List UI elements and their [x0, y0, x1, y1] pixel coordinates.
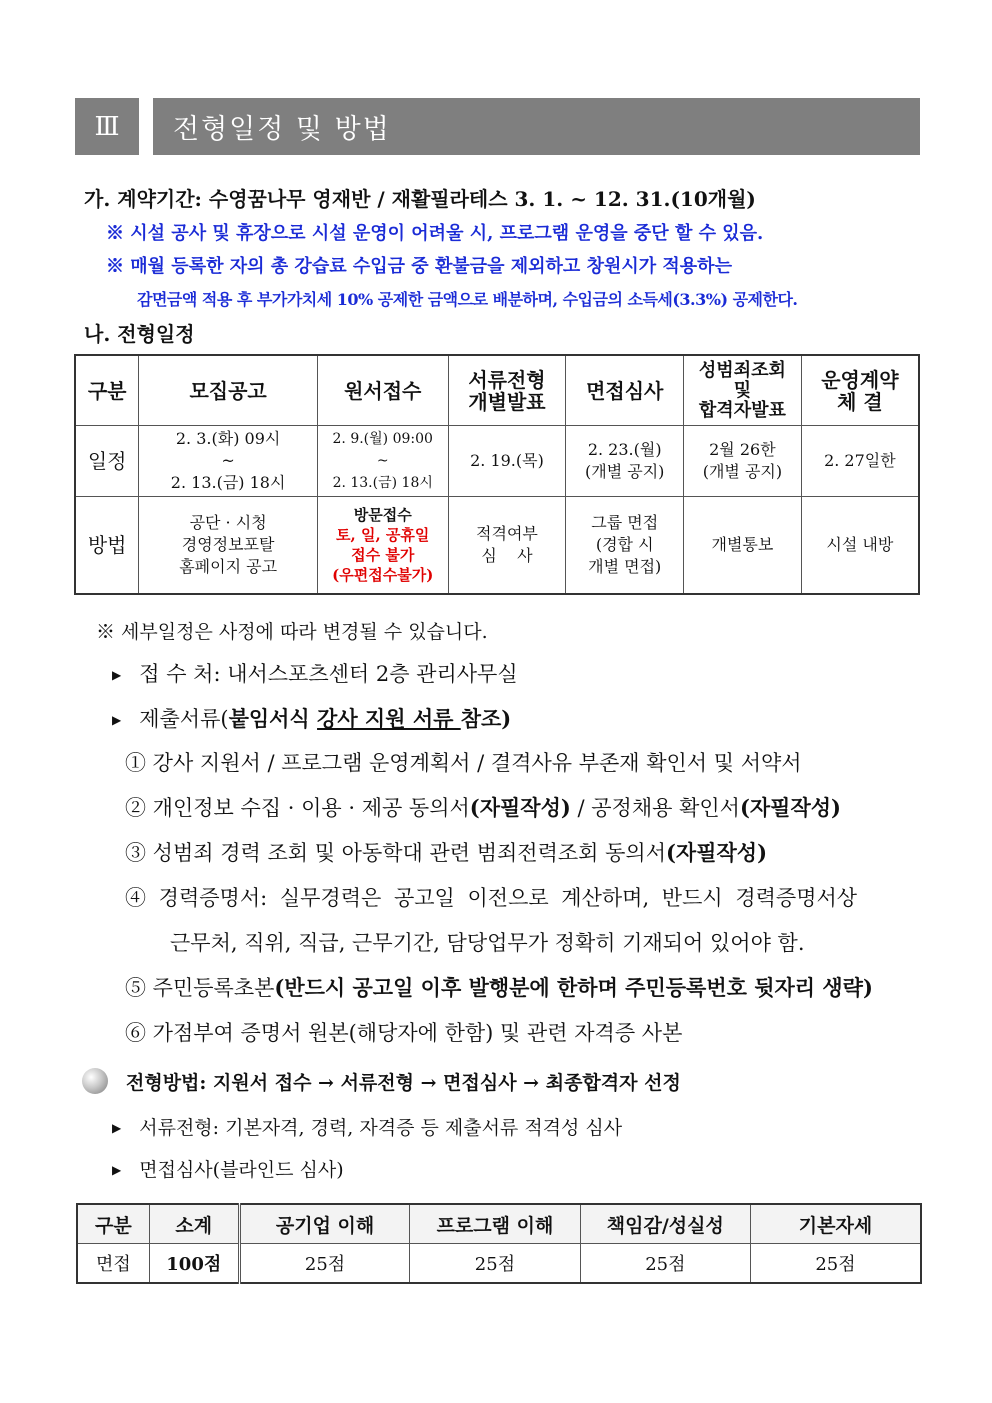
- doc-item-3: [125, 837, 767, 867]
- cell-line: 접수 불가: [351, 546, 415, 564]
- cell-line: 2. 13.(금) 18시: [332, 475, 433, 491]
- doc-item-5-text: ⑤ 주민등록초본: [125, 976, 275, 1000]
- triangle-bullet-icon: ▶: [112, 1163, 122, 1177]
- doc-item-5: [125, 972, 873, 1002]
- cell-doc-date: 2. 19.(목): [448, 426, 566, 497]
- cell-contract-method: 시설 내방: [801, 497, 919, 595]
- note-revenue-1: ※ 매월 등록한 자의 총 강습료 수입금 중 환불금을 제외하고 창원시가 적용하는: [106, 256, 732, 277]
- header-cell: 면접심사: [566, 355, 684, 426]
- doc-item-3-text: ③ 성범죄 경력 조회 및 아동학대 관련 범죄전력조회 동의서: [125, 841, 666, 865]
- row-label: 방법: [75, 497, 139, 595]
- cell-line: 2. 23.(월): [587, 440, 662, 459]
- triangle-bullet-icon: ▶: [112, 713, 122, 727]
- table-row: [75, 426, 919, 497]
- table-row: [75, 497, 919, 595]
- doc-item-1: ① 강사 지원서 / 프로그램 운영계획서 / 결격사유 부존재 확인서 및 서약서: [125, 751, 802, 775]
- documents-suffix: 참조): [460, 706, 512, 731]
- header-cell: 책임감/성실성: [580, 1204, 750, 1244]
- cell-line: 경영정보포탈: [181, 535, 275, 554]
- documents-prefix: 제출서류(: [139, 707, 229, 731]
- cell-line: 토, 일, 공휴일: [336, 526, 430, 544]
- cell-line: 2월 26한: [709, 440, 776, 459]
- cell-apply-date: [317, 426, 448, 497]
- doc-item-2: [125, 792, 841, 822]
- header-cell: 성범죄조회 및 합격자발표: [684, 355, 802, 426]
- doc-item-2-text: ② 개인정보 수집 · 이용 · 제공 동의서: [125, 796, 470, 820]
- header-cell: 소계: [149, 1204, 239, 1244]
- note-closure: ※ 시설 공사 및 휴장으로 시설 운영이 어려울 시, 프로그램 운영을 중단 할 수 있음.: [106, 223, 764, 244]
- doc-item-2-bold2: (자필작성): [739, 795, 841, 820]
- documents-underline: 강사 지원 서류: [317, 706, 461, 731]
- cell-line: 2. 13.(금) 18시: [170, 473, 286, 492]
- cell-line: ~: [221, 451, 235, 470]
- cell-line: 심 사: [481, 546, 533, 565]
- score-cell: 25점: [751, 1244, 921, 1284]
- cell-line: (경합 시: [595, 535, 654, 554]
- sphere-bullet-icon: [82, 1068, 108, 1094]
- score-cell: 25점: [580, 1244, 750, 1284]
- score-cell: 면접: [77, 1244, 149, 1284]
- row-label: 일정: [75, 426, 139, 497]
- header-cell: 운영계약 체 결: [801, 355, 919, 426]
- cell-line: 2. 3.(화) 09시: [175, 429, 281, 448]
- schedule-table: [74, 354, 920, 595]
- doc-item-2-text2: / 공정채용 확인서: [570, 796, 740, 820]
- interview-line: [112, 1155, 344, 1182]
- reception-text: 접 수 처: 내서스포츠센터 2층 관리사무실: [139, 662, 518, 686]
- table-header-row: [77, 1204, 921, 1244]
- cell-recruit-method: [139, 497, 318, 595]
- table-header-row: [75, 355, 919, 426]
- triangle-bullet-icon: ▶: [112, 668, 122, 682]
- selection-method: 전형방법: 지원서 접수 → 서류전형 → 면접심사 → 최종합격자 선정: [126, 1072, 681, 1094]
- interview-text: 면접심사(블라인드 심사): [139, 1159, 344, 1181]
- header-cell: 기본자세: [751, 1204, 921, 1244]
- schedule-heading: 나. 전형일정: [84, 322, 195, 346]
- triangle-bullet-icon: ▶: [112, 1121, 122, 1135]
- score-cell: 25점: [239, 1244, 409, 1284]
- doc-item-6: ⑥ 가점부여 증명서 원본(해당자에 한함) 및 관련 자격증 사본: [125, 1021, 683, 1045]
- documents-bold: 붙임서식: [228, 706, 318, 731]
- cell-contract-date: 2. 27일한: [801, 426, 919, 497]
- doc-item-4: ④ 경력증명서: 실무경력은 공고일 이전으로 계산하며, 반드시 경력증명서상: [125, 886, 858, 910]
- doc-item-2-bold: (자필작성): [469, 795, 571, 820]
- cell-line: 적격여부: [476, 524, 538, 543]
- cell-line: 홈페이지 공고: [179, 557, 278, 576]
- schedule-change-note: ※ 세부일정은 사정에 따라 변경될 수 있습니다.: [96, 621, 488, 643]
- header-cell: 서류전형 개별발표: [448, 355, 566, 426]
- cell-line: 방문접수: [353, 506, 412, 524]
- cell-line: (우편접수불가): [332, 566, 434, 584]
- cell-line: (개별 공지): [702, 462, 783, 481]
- header-cell: 프로그램 이해: [410, 1204, 580, 1244]
- score-cell: 25점: [410, 1244, 580, 1284]
- cell-line: 그룹 면접: [591, 513, 659, 532]
- cell-line: 2. 9.(월) 09:00: [332, 431, 433, 447]
- header-cell: 원서접수: [317, 355, 448, 426]
- doc-item-3-bold: (자필작성): [665, 840, 768, 865]
- cell-line: ~: [376, 453, 389, 469]
- note-revenue-2: 감면금액 적용 후 부가가치세 10% 공제한 금액으로 배분하며, 수입금의 소득세(3.3%) 공제한다.: [137, 290, 798, 309]
- cell-apply-method: [317, 497, 448, 595]
- doc-review-text: 서류전형: 기본자격, 경력, 자격증 등 제출서류 적격성 심사: [139, 1117, 623, 1139]
- cell-interview-date: [566, 426, 684, 497]
- table-row: [77, 1244, 921, 1284]
- header-cell: 모집공고: [139, 355, 318, 426]
- doc-item-4-cont: 근무처, 직위, 직급, 근무기간, 담당업무가 정확히 기재되어 있어야 함.: [170, 931, 805, 955]
- section-number: Ⅲ: [75, 98, 139, 155]
- documents-line: [112, 703, 511, 733]
- header-cell: 공기업 이해: [239, 1204, 409, 1244]
- header-cell: 구분: [77, 1204, 149, 1244]
- contract-period: 가. 계약기간: 수영꿈나무 영재반 / 재활필라테스 3. 1. ~ 12. 31.(10개월): [84, 187, 756, 211]
- cell-line: 개별 면접): [588, 557, 662, 576]
- reception-line: [112, 658, 518, 688]
- section-title: 전형일정 및 방법: [153, 98, 920, 155]
- doc-item-5-bold: (반드시 공고일 이후 발행분에 한하며 주민등록번호 뒷자리 생략): [274, 975, 873, 1000]
- doc-review-line: [112, 1113, 622, 1140]
- cell-interview-method: [566, 497, 684, 595]
- score-cell: 100점: [149, 1244, 239, 1284]
- score-table: [76, 1203, 922, 1284]
- cell-line: 공단 · 시청: [189, 513, 267, 532]
- cell-result-method: 개별통보: [684, 497, 802, 595]
- cell-recruit-date: [139, 426, 318, 497]
- cell-result-date: [684, 426, 802, 497]
- header-cell: 구분: [75, 355, 139, 426]
- cell-line: (개별 공지): [585, 462, 665, 481]
- cell-doc-method: [448, 497, 566, 595]
